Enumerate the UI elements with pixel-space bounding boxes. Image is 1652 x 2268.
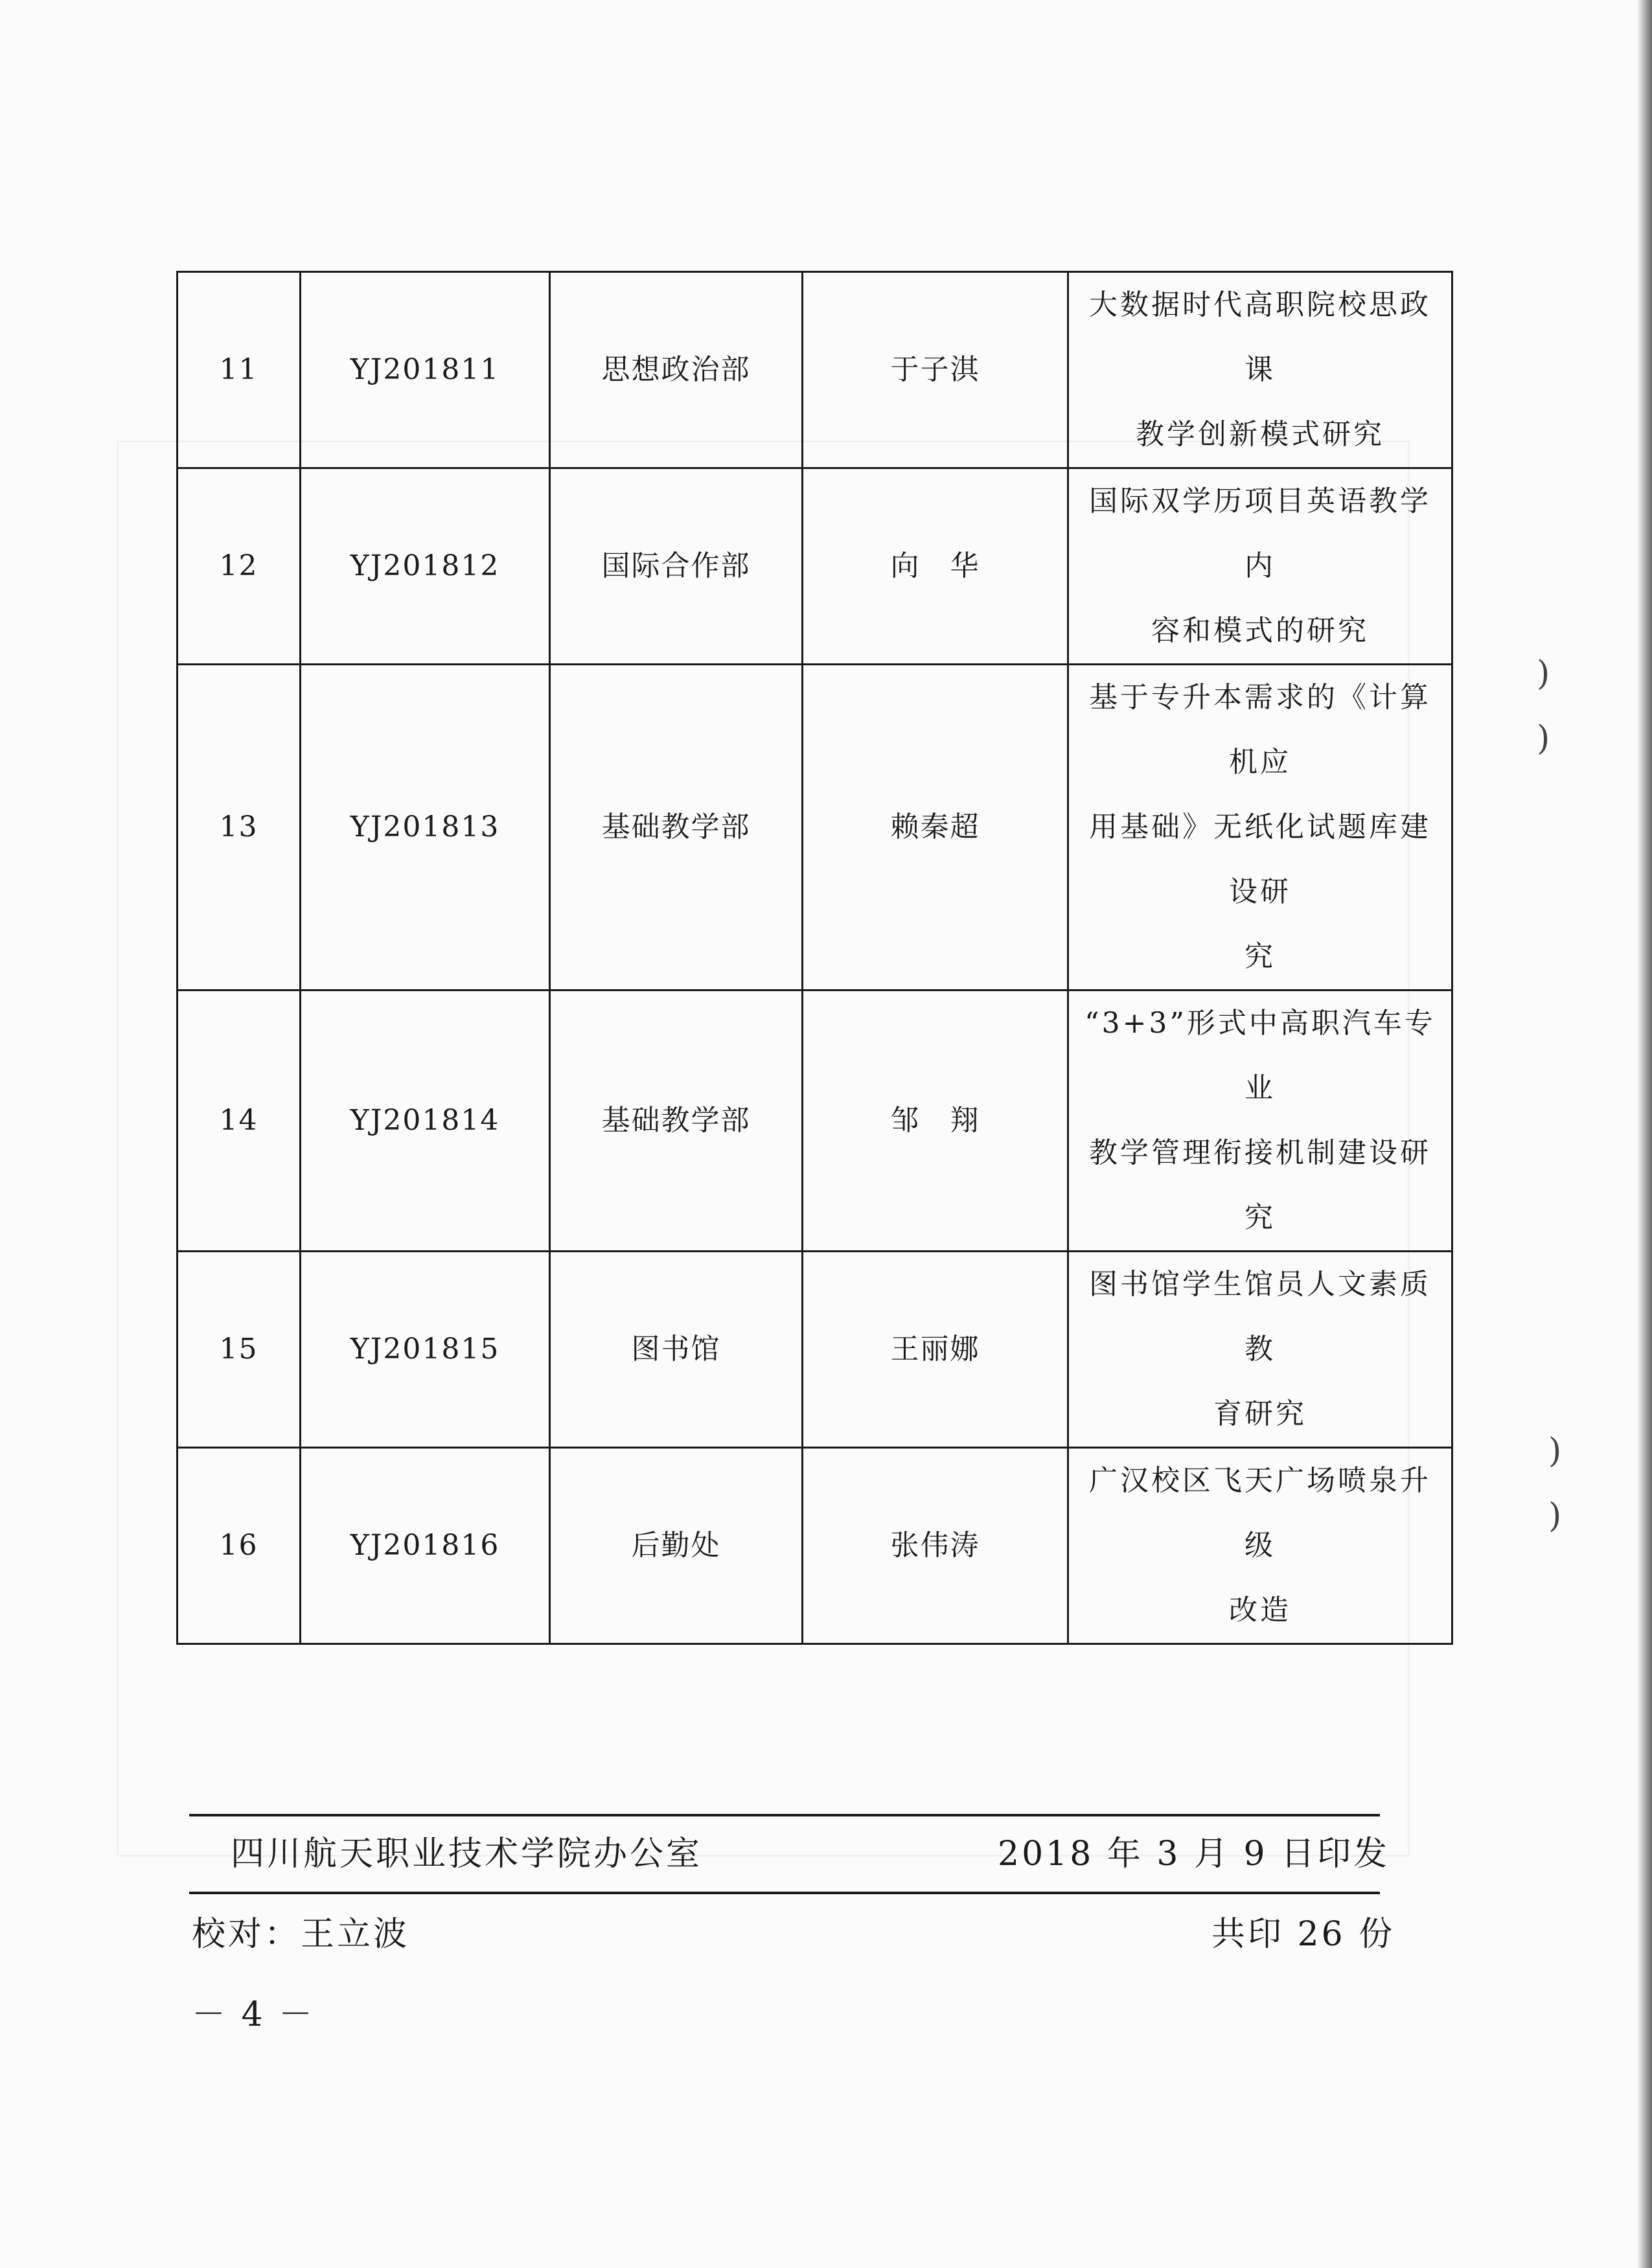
project-table	[176, 271, 1453, 1645]
project-title-line: 广汉校区飞天广场喷泉升级	[1089, 1464, 1431, 1562]
project-title-line: 大数据时代高职院校思政课	[1089, 288, 1431, 386]
project-title-cell	[1068, 272, 1452, 468]
project-lead-cell: 王丽娜	[803, 1252, 1068, 1448]
row-number-cell: 16	[178, 1448, 301, 1644]
table-row	[178, 1252, 1452, 1448]
binding-hole-mark: )	[1537, 719, 1550, 758]
project-title-line: 用基础》无纸化试题库建设研	[1089, 810, 1431, 908]
project-code-cell: YJ201811	[301, 272, 550, 468]
project-code-cell: YJ201813	[301, 665, 550, 991]
department-cell: 国际合作部	[550, 468, 803, 665]
row-number-cell: 12	[178, 468, 301, 665]
department-cell: 基础教学部	[550, 991, 803, 1252]
project-title-line: 图书馆学生馆员人文素质教	[1089, 1268, 1431, 1366]
project-title-line: 教学管理衔接机制建设研究	[1089, 1136, 1431, 1234]
project-lead-cell: 赖秦超	[803, 665, 1068, 991]
row-number-cell: 14	[178, 991, 301, 1252]
project-lead-cell: 于子淇	[803, 272, 1068, 468]
page-number: － 4 －	[192, 1995, 315, 2034]
binding-hole-mark: )	[1548, 1496, 1562, 1535]
project-code-cell: YJ201814	[301, 991, 550, 1252]
project-code-cell: YJ201812	[301, 468, 550, 665]
footer-bottom-rule	[189, 1892, 1380, 1894]
project-title-cell	[1068, 665, 1452, 991]
project-lead-cell: 向 华	[803, 468, 1068, 665]
project-title-cell	[1068, 1252, 1452, 1448]
project-lead-cell: 张伟涛	[803, 1448, 1068, 1644]
project-title-line: 基于专升本需求的《计算机应	[1089, 681, 1431, 779]
project-title-cell	[1068, 468, 1452, 665]
department-cell: 后勤处	[550, 1448, 803, 1644]
project-title-cell	[1068, 991, 1452, 1252]
project-code-cell: YJ201815	[301, 1252, 550, 1448]
row-number-cell: 15	[178, 1252, 301, 1448]
department-cell: 基础教学部	[550, 665, 803, 991]
binding-hole-mark: )	[1537, 654, 1550, 693]
table-row	[178, 991, 1452, 1252]
department-cell: 思想政治部	[550, 272, 803, 468]
project-table-body	[178, 272, 1452, 1644]
row-number-cell: 11	[178, 272, 301, 468]
copies-text: 共印 26 份	[1211, 1915, 1395, 1954]
table-row	[178, 665, 1452, 991]
table-row	[178, 1448, 1452, 1644]
binding-hole-mark: )	[1548, 1432, 1562, 1471]
project-title-line: 究	[1245, 940, 1276, 973]
project-title-cell	[1068, 1448, 1452, 1644]
project-title-line: 育研究	[1213, 1397, 1307, 1430]
project-code-cell: YJ201816	[301, 1448, 550, 1644]
project-title-line: 容和模式的研究	[1151, 614, 1369, 647]
project-title-line: 改造	[1229, 1594, 1291, 1627]
scan-edge-shadow	[1638, 0, 1652, 2268]
project-title-line: 教学创新模式研究	[1136, 418, 1384, 451]
project-title-line: “3+3”形式中高职汽车专业	[1084, 1007, 1436, 1105]
table-row	[178, 468, 1452, 665]
project-lead-cell: 邹 翔	[803, 991, 1068, 1252]
proofreader-text: 校对：王立波	[192, 1915, 410, 1954]
row-number-cell: 13	[178, 665, 301, 991]
project-title-line: 国际双学历项目英语教学内	[1089, 485, 1431, 582]
issuer-text: 四川航天职业技术学院办公室	[231, 1835, 703, 1873]
table-row	[178, 272, 1452, 468]
department-cell: 图书馆	[550, 1252, 803, 1448]
issue-date-text: 2018 年 3 月 9 日印发	[998, 1835, 1390, 1873]
footer-top-rule	[189, 1814, 1380, 1816]
